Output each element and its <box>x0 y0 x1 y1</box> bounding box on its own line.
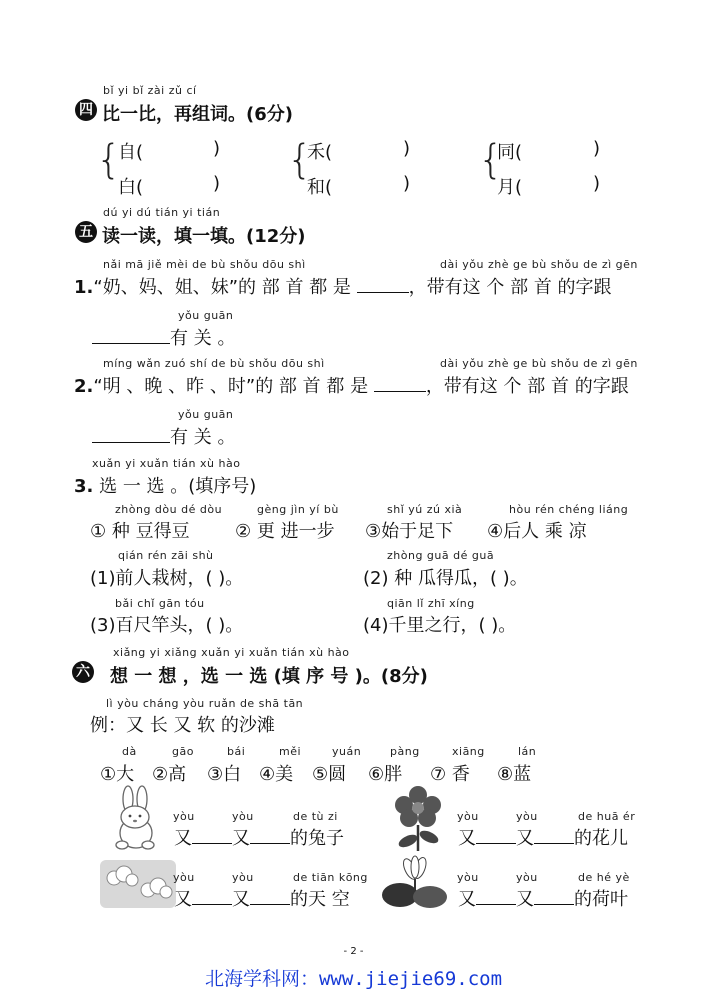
fill1: 又 又 的兔子 <box>174 828 344 849</box>
q1-line-2: 有 关 。 <box>92 324 235 350</box>
s6-pinyin: xiǎng yi xiǎng xuǎn yi xuǎn tián xù hào <box>113 646 350 659</box>
choice3-pinyin: bái <box>227 745 246 758</box>
choice4-pinyin: měi <box>279 745 302 758</box>
s6-title: 想 一 想 ，选 一 选 (填 序 号 )。(8分) <box>110 666 428 687</box>
opt1: ① 种 豆得豆 <box>90 521 190 542</box>
choice3: ③白 <box>207 764 242 785</box>
choice6: ⑥胖 <box>368 764 403 785</box>
lotus-leaf-icon <box>380 855 450 915</box>
item4-pinyin: qiān lǐ zhī xíng <box>387 597 475 610</box>
s4-close-1b: ) <box>213 173 221 194</box>
q1-pinyin-c: yǒu guān <box>178 309 234 322</box>
choice2: ②高 <box>152 764 187 785</box>
s4-number-badge: 四 <box>75 99 97 121</box>
fill2-py1: yòu <box>457 810 479 823</box>
fill3-py1: yòu <box>173 871 195 884</box>
fill4-blank-1[interactable] <box>476 888 516 905</box>
s4-close-2b: ) <box>403 173 411 194</box>
flower-icon <box>390 785 446 853</box>
s4-title: 比一比，再组词。(6分) <box>102 104 293 125</box>
fill1-blank-1[interactable] <box>192 827 232 844</box>
fill2-py3: de huā ér <box>578 810 636 823</box>
s4-word-1a: 自( <box>118 142 144 163</box>
choice6-pinyin: pàng <box>390 745 420 758</box>
q2-pinyin-c: yǒu guān <box>178 408 234 421</box>
opt2: ② 更 进一步 <box>235 521 335 542</box>
example: 例：又 长 又 软 的沙滩 <box>90 715 275 736</box>
q3-pinyin: xuǎn yi xuǎn tián xù hào <box>92 457 241 470</box>
choice1: ①大 <box>100 764 135 785</box>
s4-word-2b: 和( <box>307 177 333 198</box>
fill3-blank-2[interactable] <box>250 888 290 905</box>
fill4-blank-2[interactable] <box>534 888 574 905</box>
q1-pinyin-a: nǎi mā jiě mèi de bù shǒu dōu shì <box>103 258 306 271</box>
item3[interactable]: (3)百尺竿头，( )。 <box>90 615 244 636</box>
q1-blank-1[interactable] <box>357 276 409 293</box>
s4-word-3b: 月( <box>497 177 523 198</box>
example-pinyin: lì yòu cháng yòu ruǎn de shā tān <box>106 697 304 710</box>
fill2-blank-1[interactable] <box>476 827 516 844</box>
s5-pinyin: dú yi dú tián yi tián <box>103 206 221 219</box>
fill1-py2: yòu <box>232 810 254 823</box>
choice7-pinyin: xiāng <box>452 745 485 758</box>
fill3: 又 又 的天 空 <box>174 889 350 910</box>
opt3-pinyin: shǐ yú zú xià <box>387 503 463 516</box>
brace-2: { <box>287 137 313 183</box>
s4-close-1a: ) <box>213 138 221 159</box>
item1-pinyin: qián rén zāi shù <box>118 549 214 562</box>
s4-word-3a: 同( <box>497 142 523 163</box>
item4[interactable]: (4)千里之行，( )。 <box>363 615 517 636</box>
q3-title: 3. 选 一 选 。(填序号) <box>74 476 257 497</box>
item1[interactable]: (1)前人栽树，( )。 <box>90 568 244 589</box>
fill1-blank-2[interactable] <box>250 827 290 844</box>
opt4: ④后人 乘 凉 <box>487 521 587 542</box>
q2-line: 2.“明 、晚 、昨 、时”的 部 首 都 是 ，带有这 个 部 首 的字跟 <box>74 376 629 397</box>
item2-pinyin: zhòng guā dé guā <box>387 549 495 562</box>
fill2-py2: yòu <box>516 810 538 823</box>
s4-close-3b: ) <box>593 173 601 194</box>
fill3-blank-1[interactable] <box>192 888 232 905</box>
fill1-py3: de tù zi <box>293 810 338 823</box>
fill4-py3: de hé yè <box>578 871 630 884</box>
item3-pinyin: bǎi chǐ gān tóu <box>115 597 205 610</box>
s5-number-badge: 五 <box>75 221 97 243</box>
choice5: ⑤圆 <box>312 764 347 785</box>
opt2-pinyin: gèng jìn yí bù <box>257 503 339 516</box>
choice4: ④美 <box>259 764 294 785</box>
s5-title: 读一读，填一填。(12分) <box>102 226 306 247</box>
q2-blank-2[interactable] <box>92 426 170 443</box>
choice1-pinyin: dà <box>122 745 137 758</box>
fill2-blank-2[interactable] <box>534 827 574 844</box>
fill2: 又 又 的花儿 <box>458 828 628 849</box>
footer-watermark[interactable]: 北海学科网：www.jiejie69.com <box>204 968 503 990</box>
s4-pinyin: bǐ yi bǐ zài zǔ cí <box>103 84 197 97</box>
opt1-pinyin: zhòng dòu dé dòu <box>115 503 223 516</box>
choice5-pinyin: yuán <box>332 745 362 758</box>
q2-line-2: 有 关 。 <box>92 423 235 449</box>
s4-word-1b: 白( <box>118 177 144 198</box>
brace-1: { <box>96 137 122 183</box>
item2[interactable]: (2) 种 瓜得瓜，( )。 <box>363 568 528 589</box>
opt4-pinyin: hòu rén chéng liáng <box>509 503 629 516</box>
q1-blank-2[interactable] <box>92 327 170 344</box>
fill3-py3: de tiān kōng <box>293 871 368 884</box>
q2-blank-1[interactable] <box>374 375 426 392</box>
page-number: - 2 - <box>343 946 364 957</box>
s4-close-2a: ) <box>403 138 411 159</box>
q2-pinyin-a: míng wǎn zuó shí de bù shǒu dōu shì <box>103 357 325 370</box>
q1-pinyin-b: dài yǒu zhè ge bù shǒu de zì gēn <box>440 258 638 271</box>
fill4-py1: yòu <box>457 871 479 884</box>
fill1-py1: yòu <box>173 810 195 823</box>
rabbit-icon <box>108 785 164 853</box>
s6-number-badge: 六 <box>72 661 94 683</box>
choice2-pinyin: gāo <box>172 745 194 758</box>
choice7: ⑦ 香 <box>430 764 470 785</box>
fill3-py2: yòu <box>232 871 254 884</box>
s4-word-2a: 禾( <box>307 142 333 163</box>
fill4-py2: yòu <box>516 871 538 884</box>
opt3: ③始于足下 <box>365 521 454 542</box>
choice8-pinyin: lán <box>518 745 537 758</box>
q1-line: 1.“奶、妈、姐、妹”的 部 首 都 是 ，带有这 个 部 首 的字跟 <box>74 277 612 298</box>
cloud-icon <box>100 860 176 908</box>
s4-close-3a: ) <box>593 138 601 159</box>
q2-pinyin-b: dài yǒu zhè ge bù shǒu de zì gēn <box>440 357 638 370</box>
fill4: 又 又 的荷叶 <box>458 889 628 910</box>
brace-3: { <box>478 137 504 183</box>
choice8: ⑧蓝 <box>497 764 532 785</box>
